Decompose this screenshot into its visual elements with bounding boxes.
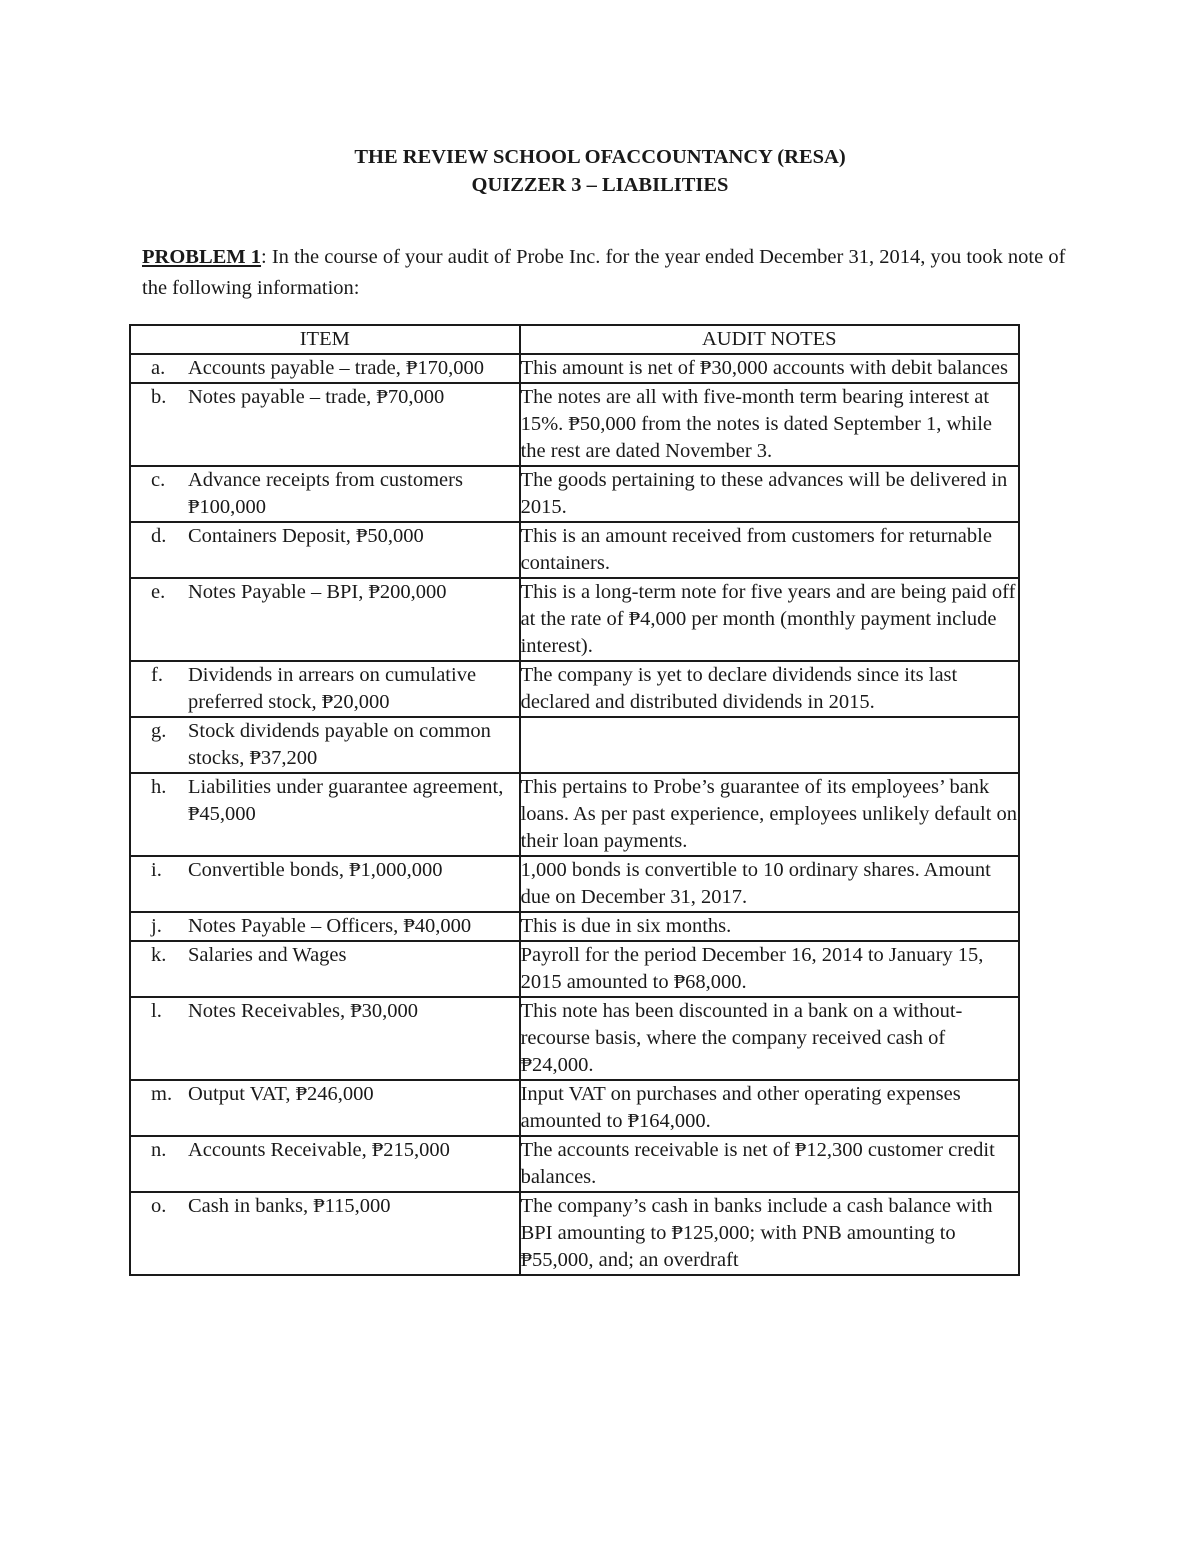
item-text: Containers Deposit, ₱50,000 [188,525,424,547]
item-cell [130,578,520,661]
item-letter: d. [151,525,167,547]
notes-cell: This pertains to Probe’s guarantee of its employees’ bank loans. As per past experience, employees unlikely default on their loan payments. [520,773,1019,856]
item-text: Advance receipts from customers ₱100,000 [188,469,463,518]
table-row [130,941,1019,997]
problem-text: : In the course of your audit of Probe Inc. for the year ended December 31, 2014, you took note of the following information: [142,246,1066,299]
audit-table [129,324,1020,1276]
notes-cell: The accounts receivable is net of ₱12,300 customer credit balances. [520,1136,1019,1192]
item-letter: f. [151,664,163,686]
item-text: Output VAT, ₱246,000 [188,1083,374,1105]
item-cell [130,912,520,941]
notes-cell: This is an amount received from customers for returnable containers. [520,522,1019,578]
table-body [130,354,1019,1275]
table-row [130,383,1019,466]
item-text: Stock dividends payable on common stocks, ₱37,200 [188,720,491,769]
table-row [130,1192,1019,1275]
item-text: Notes payable – trade, ₱70,000 [188,386,445,408]
table-row [130,773,1019,856]
item-letter: e. [151,581,166,603]
notes-cell: The company’s cash in banks include a cash balance with BPI amounting to ₱125,000; with PNB amounting to ₱55,000, and; an overdraft [520,1192,1019,1275]
notes-cell: The company is yet to declare dividends since its last declared and distributed dividends in 2015. [520,661,1019,717]
item-text: Liabilities under guarantee agreement, ₱45,000 [188,776,504,825]
notes-cell: The notes are all with five-month term bearing interest at 15%. ₱50,000 from the notes is dated September 1, while the rest are dated November 3. [520,383,1019,466]
item-letter: g. [151,720,167,742]
item-letter: l. [151,1000,162,1022]
notes-cell: Payroll for the period December 16, 2014 to January 15, 2015 amounted to ₱68,000. [520,941,1019,997]
item-letter: k. [151,944,167,966]
notes-cell: 1,000 bonds is convertible to 10 ordinary shares. Amount due on December 31, 2017. [520,856,1019,912]
notes-cell: This is a long-term note for five years and are being paid off at the rate of ₱4,000 per month (monthly payment include interest). [520,578,1019,661]
table-row [130,997,1019,1080]
table-row [130,661,1019,717]
problem-intro [142,242,1072,304]
notes-cell: This is due in six months. [520,912,1019,941]
item-text: Salaries and Wages [188,944,347,966]
item-letter: a. [151,357,166,379]
table-row [130,856,1019,912]
notes-cell: The goods pertaining to these advances will be delivered in 2015. [520,466,1019,522]
notes-cell: This amount is net of ₱30,000 accounts with debit balances [520,354,1019,383]
document-title [0,143,1200,199]
table-row [130,354,1019,383]
table-row [130,1080,1019,1136]
item-letter: n. [151,1139,167,1161]
item-letter: h. [151,776,167,798]
item-cell [130,466,520,522]
item-text: Cash in banks, ₱115,000 [188,1195,391,1217]
item-cell [130,383,520,466]
item-cell [130,856,520,912]
item-text: Accounts payable – trade, ₱170,000 [188,357,485,379]
notes-cell [520,717,1019,773]
item-cell [130,1192,520,1275]
item-text: Notes Payable – Officers, ₱40,000 [188,915,472,937]
table-row [130,578,1019,661]
item-cell [130,661,520,717]
item-cell [130,1136,520,1192]
notes-cell: Input VAT on purchases and other operating expenses amounted to ₱164,000. [520,1080,1019,1136]
item-letter: i. [151,859,162,881]
item-text: Accounts Receivable, ₱215,000 [188,1139,450,1161]
notes-column-header: AUDIT NOTES [520,325,1019,354]
table-row [130,1136,1019,1192]
problem-label: PROBLEM 1 [142,246,262,268]
item-letter: j. [151,915,162,937]
table-header-row [130,325,1019,354]
item-cell [130,1080,520,1136]
item-letter: o. [151,1195,167,1217]
item-column-header: ITEM [130,325,520,354]
item-cell [130,354,520,383]
item-text: Notes Receivables, ₱30,000 [188,1000,419,1022]
item-cell [130,717,520,773]
table-row [130,522,1019,578]
item-letter: b. [151,386,167,408]
item-text: Convertible bonds, ₱1,000,000 [188,859,443,881]
table-row [130,717,1019,773]
quizzer-title: QUIZZER 3 – LIABILITIES [471,174,729,196]
table-row [130,466,1019,522]
item-text: Dividends in arrears on cumulative preferred stock, ₱20,000 [188,664,477,713]
item-text: Notes Payable – BPI, ₱200,000 [188,581,447,603]
item-cell [130,773,520,856]
item-cell [130,997,520,1080]
item-cell [130,522,520,578]
item-letter: m. [151,1083,173,1105]
school-name: THE REVIEW SCHOOL OFACCOUNTANCY (RESA) [354,146,846,168]
item-letter: c. [151,469,166,491]
notes-cell: This note has been discounted in a bank on a without-recourse basis, where the company received cash of ₱24,000. [520,997,1019,1080]
table-row [130,912,1019,941]
item-cell [130,941,520,997]
